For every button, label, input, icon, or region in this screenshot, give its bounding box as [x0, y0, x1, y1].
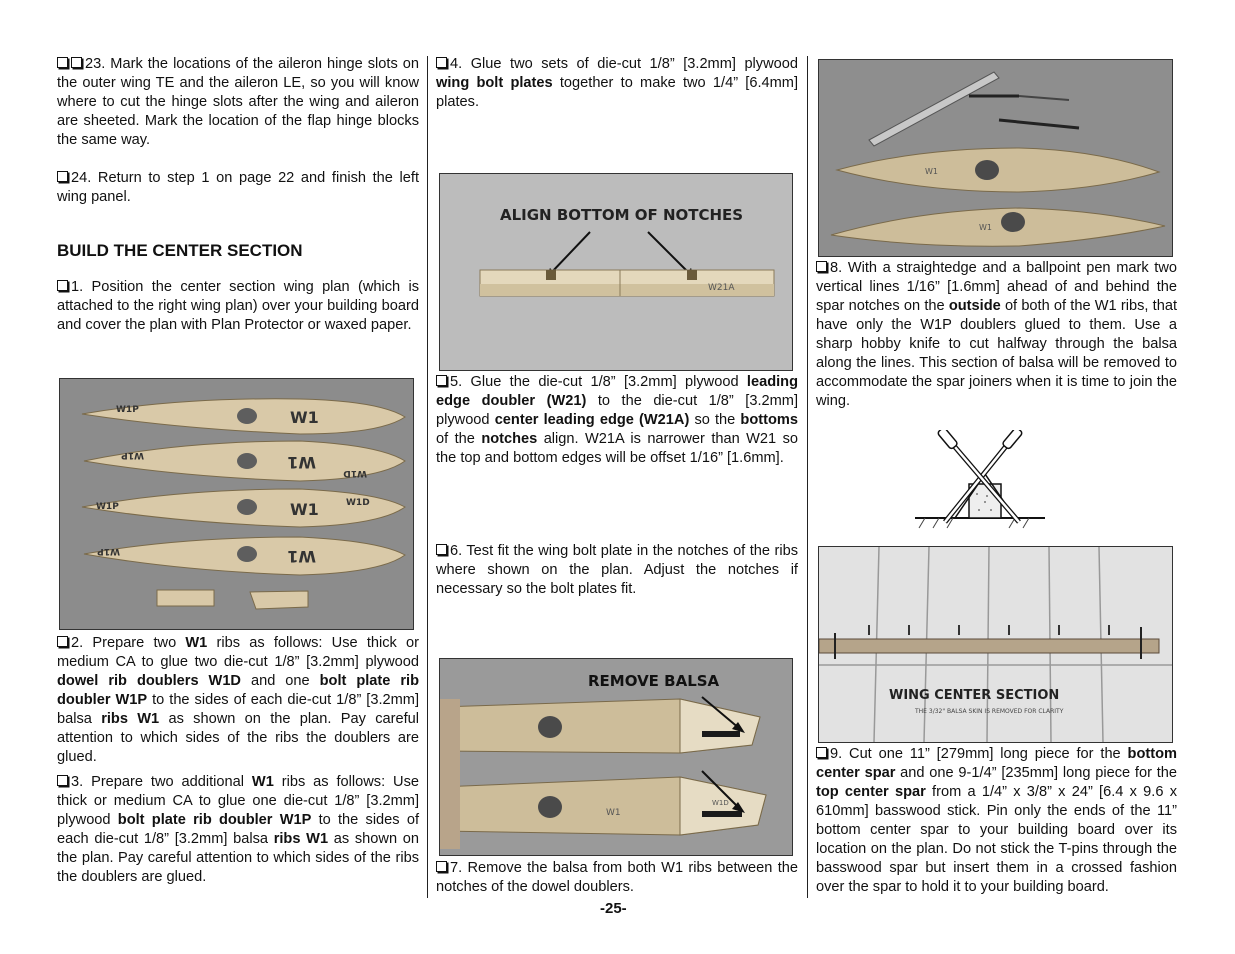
- checkbox-icon[interactable]: [816, 261, 827, 272]
- column-divider-left: [427, 56, 428, 898]
- photo-remove-balsa: [439, 658, 793, 856]
- rib-label: W1P: [96, 502, 119, 512]
- step-3-wrap: [57, 773, 419, 887]
- crossed-pins-diagram: [915, 430, 1045, 535]
- photo-align-notches: [439, 173, 793, 371]
- step-5: 5. Glue the die-cut 1/8” [3.2mm] plywood leading edge doubler (W21) to the die-cut 1/8” [3.2mm] plywood center leading edge (W21A) so the bottoms of the notches align. W21A is narrower than W21 so the top and bottom edges will be offset 1/16” [1.6mm].: [436, 374, 798, 466]
- rib-label: W1D: [712, 799, 729, 807]
- step-5-wrap: [436, 373, 798, 468]
- plan-title: WING CENTER SECTION: [889, 688, 1060, 703]
- step-7: 7. Remove the balsa from both W1 ribs between the notches of the dowel doublers.: [436, 860, 798, 895]
- step-23: 23. Mark the locations of the aileron hinge slots on the outer wing TE and the aileron LE, so you will know where to cut the hinge slots after the wing and aileron are sheeted. Mark the location of the flap hinge blocks the same way.: [57, 56, 419, 148]
- photo-wing-center-section: [818, 546, 1173, 743]
- checkbox-icon[interactable]: [436, 57, 447, 68]
- ribs-tools-illustration: [819, 60, 1172, 256]
- checkbox-icon[interactable]: [57, 775, 68, 786]
- rib-label: W1P: [121, 450, 144, 460]
- rib-label: W1: [606, 808, 621, 818]
- step-7-wrap: [436, 859, 798, 897]
- checkbox-icon[interactable]: [436, 544, 447, 555]
- checkbox-icon[interactable]: [57, 280, 68, 291]
- photo-caption: REMOVE BALSA: [588, 672, 720, 690]
- step-6: 6. Test fit the wing bolt plate in the notches of the ribs where shown on the plan. Adjust the notches if necessary so the bolt plates fit.: [436, 543, 798, 597]
- photo-caption: ALIGN BOTTOM OF NOTCHES: [500, 206, 744, 224]
- rib-label: W1D: [346, 498, 370, 508]
- rib-label: W1: [290, 500, 319, 519]
- rib-label: W1: [925, 167, 938, 176]
- rib-label: W1: [290, 408, 319, 427]
- step-1-wrap: [57, 278, 419, 335]
- part-label: W21A: [708, 283, 735, 293]
- photo-ribs: [59, 378, 414, 630]
- step-9: 9. Cut one 11” [279mm] long piece for the bottom center spar and one 9-1/4” [235mm] long piece for the top center spar from a 1/4” x 3/8” x 24” [6.4 x 9.6 x 610mm] basswood stick. Pin only the ends of the 11” bottom center spar to your building board over its location on the plan. Do not stick the T-pins through the basswood spar but insert them in a crossed fashion over the spar to hold it to your building board.: [816, 746, 1177, 895]
- checkbox-icon[interactable]: [57, 636, 68, 647]
- align-notches-illustration: [440, 174, 792, 370]
- page-number: -25-: [600, 900, 627, 917]
- step-8-wrap: [816, 259, 1177, 411]
- checkbox-icon[interactable]: [816, 747, 827, 758]
- column-divider-right: [807, 56, 808, 898]
- crossed-pins-illustration: [915, 430, 1045, 535]
- rib-label: W1P: [97, 546, 120, 556]
- step-9-wrap: [816, 745, 1177, 897]
- plan-note: THE 3/32" BALSA SKIN IS REMOVED FOR CLARITY: [915, 708, 1064, 715]
- rib-label: W1D: [343, 468, 367, 478]
- photo-ribs-tools: [818, 59, 1173, 257]
- checkbox-icon[interactable]: [57, 57, 68, 68]
- wing-center-section-illustration: [819, 547, 1172, 742]
- step-4: 4. Glue two sets of die-cut 1/8” [3.2mm] plywood wing bolt plates together to make two 1/4” [6.4mm] plates.: [436, 56, 798, 110]
- rib-label: W1: [979, 223, 992, 232]
- step-2-wrap: [57, 634, 419, 767]
- checkbox-icon[interactable]: [57, 171, 68, 182]
- rib-label: W1: [287, 547, 316, 566]
- ribs-illustration: [60, 379, 413, 629]
- section-heading: BUILD THE CENTER SECTION: [57, 241, 303, 260]
- checkbox-icon[interactable]: [436, 375, 447, 386]
- step-4-wrap: [436, 55, 798, 112]
- step-8: 8. With a straightedge and a ballpoint pen mark two vertical lines 1/16” [1.6mm] ahead of and behind the spar notches on the outside of both of the W1 ribs, that have only the W1P doublers glued to them. Use a sharp hobby knife to cut halfway through the balsa along the lines. This section of balsa will be removed to accommodate the spar joiners when it is time to join the wing.: [816, 260, 1177, 409]
- rib-label: W1P: [116, 405, 139, 415]
- step-2: 2. Prepare two W1 ribs as follows: Use thick or medium CA to glue two die-cut 1/8” [3.2mm] plywood dowel rib doublers W1D and one bolt plate rib doubler W1P to the sides of each die-cut 1/8” [3.2mm] balsa ribs W1 as shown on the plan. Pay careful attention to which sides of the ribs the doublers are glued.: [57, 635, 420, 765]
- step-1: 1. Position the center section wing plan (which is attached to the right wing plan) over your building board and cover the plan with Plan Protector or waxed paper.: [57, 279, 419, 333]
- checkbox-icon[interactable]: [71, 57, 82, 68]
- step-24: 24. Return to step 1 on page 22 and finish the left wing panel.: [57, 170, 419, 205]
- step-6-wrap: [436, 542, 798, 599]
- step-3: 3. Prepare two additional W1 ribs as follows: Use thick or medium CA to glue one die-cut 1/8” [3.2mm] plywood bolt plate rib doubler W1P to the sides of each die-cut 1/8” [3.2mm] balsa ribs W1 as shown on the plan. Pay careful attention to which sides of the ribs the doublers are glued.: [57, 774, 419, 885]
- checkbox-icon[interactable]: [436, 861, 447, 872]
- remove-balsa-illustration: [440, 659, 792, 855]
- rib-label: W1: [287, 453, 316, 472]
